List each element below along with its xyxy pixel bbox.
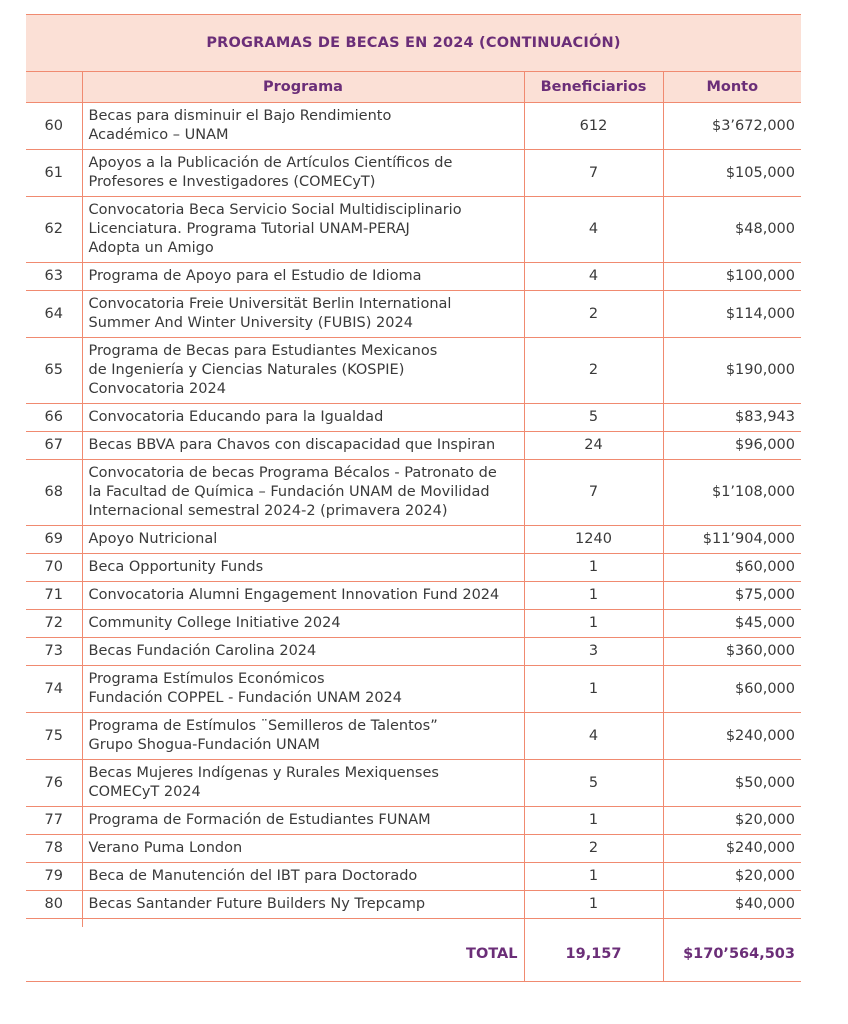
row-programa: Becas Mujeres Indígenas y Rurales Mexiquenses COMECyT 2024 xyxy=(82,760,524,807)
row-programa: Convocatoria Educando para la Igualdad xyxy=(82,404,524,432)
row-beneficiarios: 2 xyxy=(524,338,663,404)
row-number: 69 xyxy=(26,526,82,554)
row-beneficiarios: 2 xyxy=(524,835,663,863)
row-programa: Becas para disminuir el Bajo Rendimiento Académico – UNAM xyxy=(82,103,524,150)
row-programa: Becas Santander Future Builders Ny Trepcamp xyxy=(82,891,524,919)
row-programa: Apoyos a la Publicación de Artículos Científicos de Profesores e Investigadores (COMECyT) xyxy=(82,150,524,197)
row-monto: $360,000 xyxy=(663,638,801,666)
table-row xyxy=(26,291,801,338)
row-beneficiarios: 1 xyxy=(524,582,663,610)
row-programa: Beca Opportunity Funds xyxy=(82,554,524,582)
row-beneficiarios: 612 xyxy=(524,103,663,150)
table-row xyxy=(26,197,801,263)
table-row xyxy=(26,713,801,760)
table-row xyxy=(26,432,801,460)
row-number: 72 xyxy=(26,610,82,638)
total-beneficiarios: 19,157 xyxy=(524,927,663,982)
row-beneficiarios: 5 xyxy=(524,760,663,807)
row-number: 74 xyxy=(26,666,82,713)
row-number: 60 xyxy=(26,103,82,150)
row-monto: $105,000 xyxy=(663,150,801,197)
row-monto: $11’904,000 xyxy=(663,526,801,554)
row-beneficiarios: 2 xyxy=(524,291,663,338)
row-beneficiarios: 1 xyxy=(524,554,663,582)
row-monto: $1’108,000 xyxy=(663,460,801,526)
table-row xyxy=(26,610,801,638)
table-row xyxy=(26,338,801,404)
row-programa: Apoyo Nutricional xyxy=(82,526,524,554)
row-beneficiarios: 1 xyxy=(524,891,663,919)
row-monto: $40,000 xyxy=(663,891,801,919)
row-monto: $20,000 xyxy=(663,807,801,835)
row-programa: Verano Puma London xyxy=(82,835,524,863)
spacer-cell xyxy=(524,919,663,928)
row-number: 63 xyxy=(26,263,82,291)
row-number: 66 xyxy=(26,404,82,432)
row-monto: $75,000 xyxy=(663,582,801,610)
row-programa: Programa de Formación de Estudiantes FUNAM xyxy=(82,807,524,835)
row-number: 73 xyxy=(26,638,82,666)
row-number: 64 xyxy=(26,291,82,338)
row-programa: Becas Fundación Carolina 2024 xyxy=(82,638,524,666)
total-row xyxy=(26,927,801,982)
row-monto: $60,000 xyxy=(663,554,801,582)
table-row xyxy=(26,638,801,666)
row-monto: $114,000 xyxy=(663,291,801,338)
table-title-row xyxy=(26,15,801,72)
row-number: 67 xyxy=(26,432,82,460)
row-number: 71 xyxy=(26,582,82,610)
header-beneficiarios: Beneficiarios xyxy=(524,72,663,103)
scholarship-table-container xyxy=(26,14,801,982)
row-number: 77 xyxy=(26,807,82,835)
row-beneficiarios: 1240 xyxy=(524,526,663,554)
row-programa: Convocatoria de becas Programa Bécalos - Patronato de la Facultad de Química – Fundación UNAM de Movilidad Internacional semestral 2024-2 (primavera 2024) xyxy=(82,460,524,526)
table-row xyxy=(26,582,801,610)
table-row xyxy=(26,526,801,554)
row-number: 75 xyxy=(26,713,82,760)
header-monto: Monto xyxy=(663,72,801,103)
row-beneficiarios: 24 xyxy=(524,432,663,460)
table-row xyxy=(26,150,801,197)
table-body xyxy=(26,103,801,919)
row-programa: Programa de Becas para Estudiantes Mexicanos de Ingeniería y Ciencias Naturales (KOSPIE) Convocatoria 2024 xyxy=(82,338,524,404)
table-row xyxy=(26,760,801,807)
scholarship-table xyxy=(26,14,801,982)
table-row xyxy=(26,554,801,582)
row-number: 78 xyxy=(26,835,82,863)
row-number: 80 xyxy=(26,891,82,919)
row-monto: $190,000 xyxy=(663,338,801,404)
row-monto: $96,000 xyxy=(663,432,801,460)
row-number: 70 xyxy=(26,554,82,582)
row-beneficiarios: 1 xyxy=(524,610,663,638)
row-programa: Beca de Manutención del IBT para Doctorado xyxy=(82,863,524,891)
row-beneficiarios: 1 xyxy=(524,807,663,835)
row-programa: Convocatoria Freie Universität Berlin International Summer And Winter University (FUBIS) 2024 xyxy=(82,291,524,338)
row-programa: Becas BBVA para Chavos con discapacidad que Inspiran xyxy=(82,432,524,460)
row-programa: Convocatoria Alumni Engagement Innovation Fund 2024 xyxy=(82,582,524,610)
row-number: 65 xyxy=(26,338,82,404)
row-number: 62 xyxy=(26,197,82,263)
table-title: PROGRAMAS DE BECAS EN 2024 (CONTINUACIÓN) xyxy=(26,15,801,72)
row-programa: Programa de Apoyo para el Estudio de Idioma xyxy=(82,263,524,291)
row-beneficiarios: 3 xyxy=(524,638,663,666)
table-row xyxy=(26,891,801,919)
table-row xyxy=(26,863,801,891)
row-monto: $100,000 xyxy=(663,263,801,291)
row-monto: $50,000 xyxy=(663,760,801,807)
row-monto: $20,000 xyxy=(663,863,801,891)
row-programa: Programa Estímulos Económicos Fundación COPPEL - Fundación UNAM 2024 xyxy=(82,666,524,713)
table-row xyxy=(26,807,801,835)
row-programa: Convocatoria Beca Servicio Social Multidisciplinario Licenciatura. Programa Tutorial UNAM-PERAJ Adopta un Amigo xyxy=(82,197,524,263)
row-number: 68 xyxy=(26,460,82,526)
table-row xyxy=(26,835,801,863)
row-monto: $48,000 xyxy=(663,197,801,263)
row-beneficiarios: 7 xyxy=(524,150,663,197)
row-programa: Community College Initiative 2024 xyxy=(82,610,524,638)
table-header-row xyxy=(26,72,801,103)
row-monto: $83,943 xyxy=(663,404,801,432)
table-row xyxy=(26,404,801,432)
spacer-cell xyxy=(82,919,524,928)
row-programa: Programa de Estímulos ¨Semilleros de Talentos” Grupo Shogua-Fundación UNAM xyxy=(82,713,524,760)
total-label: TOTAL xyxy=(26,927,524,982)
row-number: 76 xyxy=(26,760,82,807)
row-beneficiarios: 1 xyxy=(524,863,663,891)
row-beneficiarios: 5 xyxy=(524,404,663,432)
row-monto: $45,000 xyxy=(663,610,801,638)
row-beneficiarios: 7 xyxy=(524,460,663,526)
row-monto: $60,000 xyxy=(663,666,801,713)
row-monto: $240,000 xyxy=(663,713,801,760)
row-number: 79 xyxy=(26,863,82,891)
table-row xyxy=(26,103,801,150)
table-row xyxy=(26,666,801,713)
header-number xyxy=(26,72,82,103)
row-monto: $240,000 xyxy=(663,835,801,863)
row-beneficiarios: 1 xyxy=(524,666,663,713)
row-beneficiarios: 4 xyxy=(524,263,663,291)
total-monto: $170’564,503 xyxy=(663,927,801,982)
table-row xyxy=(26,460,801,526)
spacer-cell xyxy=(663,919,801,928)
table-row xyxy=(26,263,801,291)
spacer-cell xyxy=(26,919,82,928)
spacer-row xyxy=(26,919,801,928)
row-number: 61 xyxy=(26,150,82,197)
header-programa: Programa xyxy=(82,72,524,103)
row-monto: $3’672,000 xyxy=(663,103,801,150)
row-beneficiarios: 4 xyxy=(524,713,663,760)
row-beneficiarios: 4 xyxy=(524,197,663,263)
